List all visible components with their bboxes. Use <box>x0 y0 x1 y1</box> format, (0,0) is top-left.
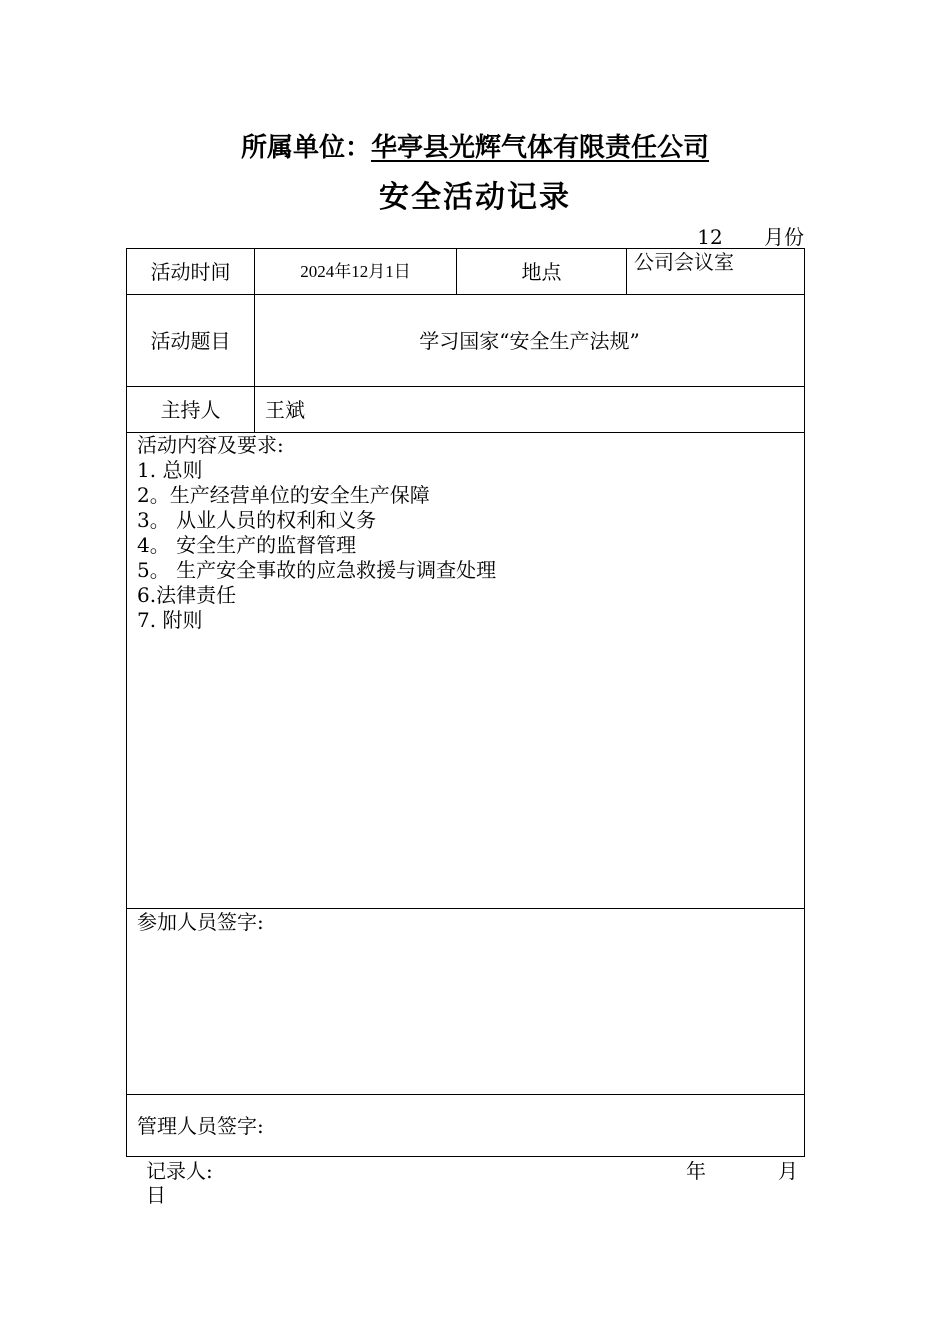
row-divider <box>127 1094 804 1095</box>
list-item: 2。生产经营单位的安全生产保障 <box>137 483 430 507</box>
column-divider <box>626 249 627 294</box>
month-line <box>656 224 804 250</box>
list-item: 3。 从业人员的权利和义务 <box>137 508 377 532</box>
list-item: 6.法律责任 <box>137 583 237 607</box>
content-cell <box>127 433 804 908</box>
list-item: 7. 附则 <box>137 608 203 632</box>
document-title: 安全活动记录 <box>379 180 571 215</box>
list-item: 1. 总则 <box>137 458 203 482</box>
month-label: 月 <box>778 1159 798 1183</box>
place-label: 地点 <box>521 259 562 284</box>
participants-label: 参加人员签字: <box>137 910 264 934</box>
topic-label: 活动题目 <box>150 328 231 353</box>
place-value: 公司会议室 <box>634 250 734 274</box>
list-item: 4。 安全生产的监督管理 <box>137 533 357 557</box>
recorder-label: 记录人: <box>146 1159 213 1183</box>
managers-label: 管理人员签字: <box>137 1114 264 1138</box>
host-value: 王斌 <box>265 397 305 422</box>
content-list <box>137 433 496 633</box>
unit-label: 所属单位： <box>240 133 371 163</box>
topic-value: 学习国家“安全生产法规” <box>419 328 640 353</box>
time-value: 2024年12月1日 <box>300 261 411 281</box>
day-label: 日 <box>146 1183 166 1207</box>
unit-line <box>0 128 950 168</box>
time-label: 活动时间 <box>150 259 231 284</box>
month-value: 12 <box>656 226 764 249</box>
host-label: 主持人 <box>160 397 221 422</box>
content-heading: 活动内容及要求: <box>137 433 284 457</box>
activity-record-table <box>126 248 805 1157</box>
list-item: 5。 生产安全事故的应急救援与调查处理 <box>137 558 497 582</box>
year-label: 年 <box>686 1159 706 1183</box>
unit-name: 华亭县光辉气体有限责任公司 <box>371 133 710 163</box>
month-suffix: 月份 <box>764 225 804 249</box>
